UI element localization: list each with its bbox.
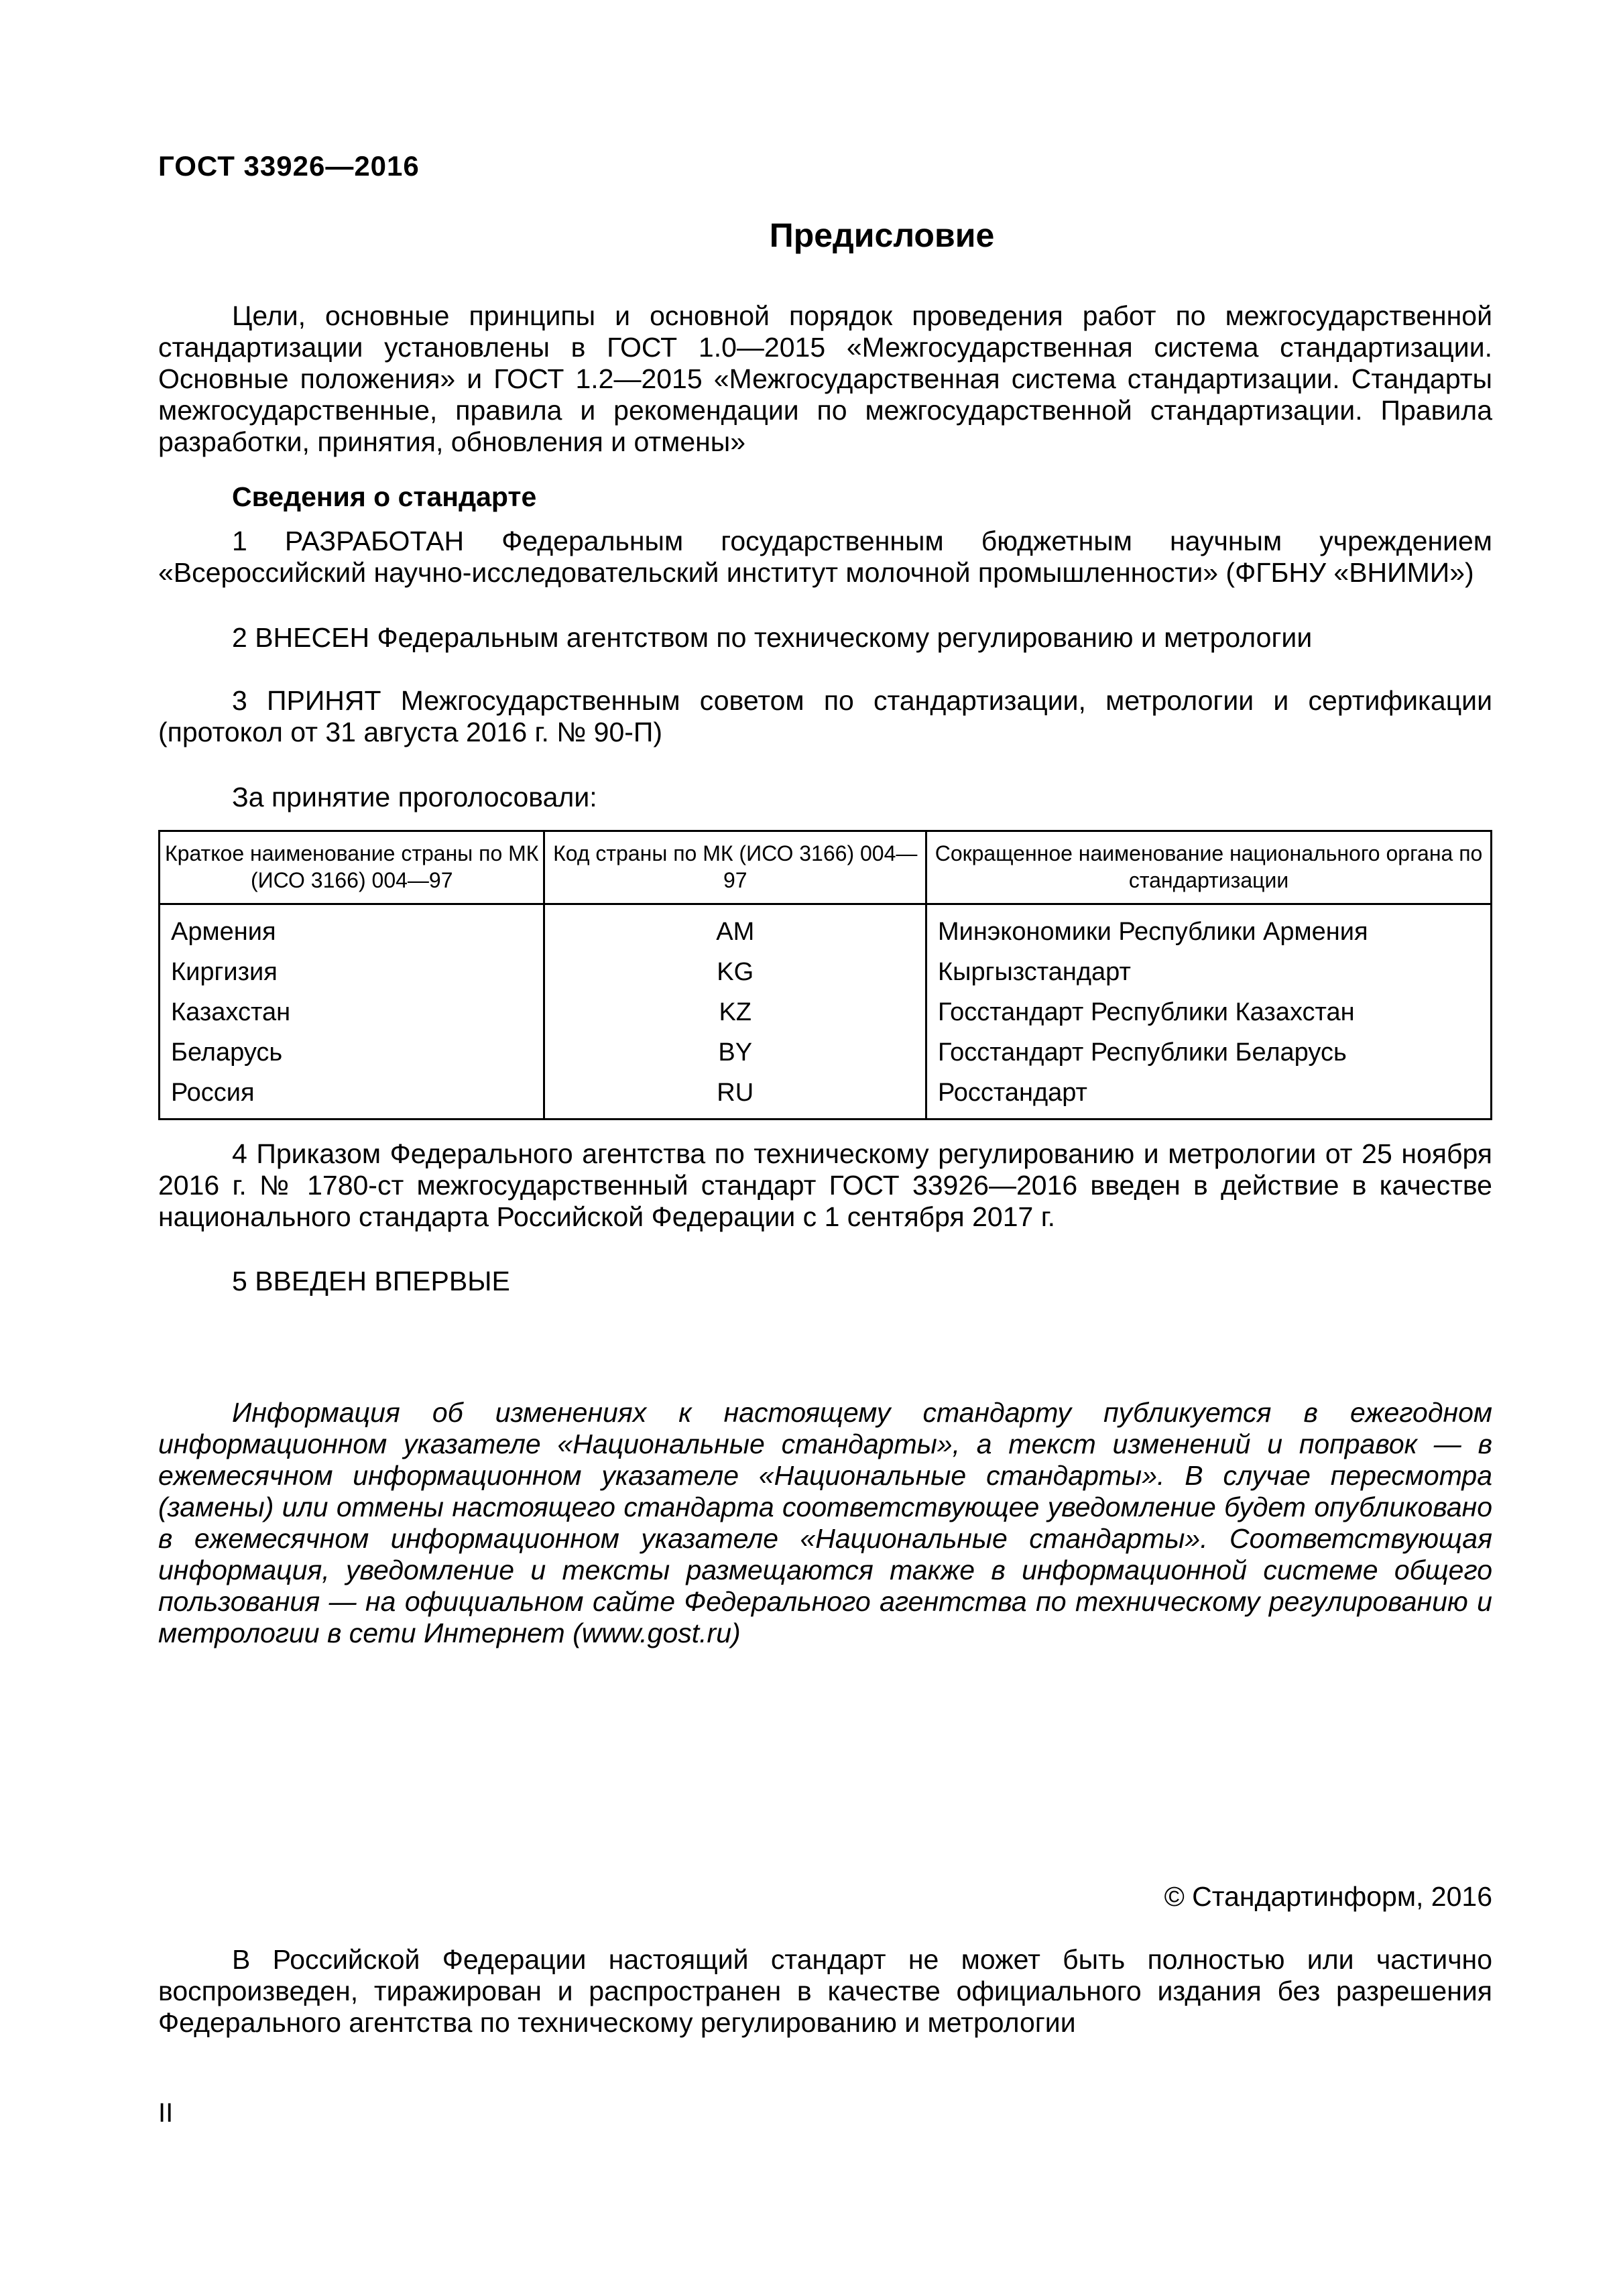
header-country: Краткое наименование страны по МК (ИСО 3166) 004—97	[160, 831, 544, 904]
item-3-paragraph: 3 ПРИНЯТ Межгосударственным советом по стандартизации, метрологии и сертификации (протокол от 31 августа 2016 г. № 90-П)	[158, 685, 1492, 747]
voting-table	[158, 830, 1492, 1120]
code-cell: RU	[544, 1073, 926, 1120]
body-cell: Госстандарт Республики Казахстан	[926, 992, 1492, 1032]
table-row	[160, 904, 1492, 953]
body-cell: Кыргызстандарт	[926, 952, 1492, 992]
copyright-line: © Стандартинформ, 2016	[1164, 1881, 1492, 1912]
code-cell: AM	[544, 904, 926, 953]
intro-paragraph: Цели, основные принципы и основной порядок проведения работ по межгосударственной стандартизации установлены в ГОСТ 1.0—2015 «Межгосударственная система стандартизации. Основные положения» и ГОСТ 1.2—2015 «Межгосударственная система стандартизации. Стандарты межгосударственные, правила и рекомендации по межгосударственной стандартизации. Правила разработки, принятия, обновления и отмены»	[158, 300, 1492, 457]
body-cell: Госстандарт Республики Беларусь	[926, 1032, 1492, 1073]
item-2-paragraph: 2 ВНЕСЕН Федеральным агентством по техническому регулированию и метрологии	[232, 622, 1313, 653]
page-number: II	[158, 2098, 174, 2128]
table-row	[160, 952, 1492, 992]
header-body: Сокращенное наименование национального органа по стандартизации	[926, 831, 1492, 904]
table-row	[160, 1032, 1492, 1073]
body-cell: Минэкономики Республики Армения	[926, 904, 1492, 953]
document-code: ГОСТ 33926—2016	[158, 150, 420, 182]
code-cell: KG	[544, 952, 926, 992]
reproduction-paragraph: В Российской Федерации настоящий стандарт не может быть полностью или частично воспроизведен, тиражирован и распространен в качестве официального издания без разрешения Федерального агентства по техническому регулированию и метрологии	[158, 1944, 1492, 2038]
country-cell: Армения	[160, 904, 544, 953]
voted-label: За принятие проголосовали:	[232, 782, 597, 812]
country-cell: Киргизия	[160, 952, 544, 992]
country-cell: Беларусь	[160, 1032, 544, 1073]
table-header-row	[160, 831, 1492, 904]
body-cell: Росстандарт	[926, 1073, 1492, 1120]
table-row	[160, 1073, 1492, 1120]
code-cell: BY	[544, 1032, 926, 1073]
country-cell: Россия	[160, 1073, 544, 1120]
item-1-paragraph: 1 РАЗРАБОТАН Федеральным государственным бюджетным научным учреждением «Всероссийский научно-исследовательский институт молочной промышленности» (ФГБНУ «ВНИМИ»)	[158, 526, 1492, 588]
item-5-paragraph: 5 ВВЕДЕН ВПЕРВЫЕ	[232, 1266, 510, 1296]
notice-paragraph: Информация об изменениях к настоящему стандарту публикуется в ежегодном информационном указателе «Национальные стандарты», а текст изменений и поправок — в ежемесячном информационном указателе «Национальные стандарты». В случае пересмотра (замены) или отмены настоящего стандарта соответствующее уведомление будет опубликовано в ежемесячном информационном указателе «Национальные стандарты». Соответствующая информация, уведомление и тексты размещаются также в информационной системе общего пользования — на официальном сайте Федерального агентства по техническому регулированию и метрологии в сети Интернет (www.gost.ru)	[158, 1397, 1492, 1648]
header-code: Код страны по МК (ИСО 3166) 004—97	[544, 831, 926, 904]
info-heading: Сведения о стандарте	[232, 481, 537, 512]
table-row	[160, 992, 1492, 1032]
page-title: Предисловие	[769, 217, 995, 254]
country-cell: Казахстан	[160, 992, 544, 1032]
item-4-paragraph: 4 Приказом Федерального агентства по техническому регулированию и метрологии от 25 ноября 2016 г. № 1780-ст межгосударственный стандарт ГОСТ 33926—2016 введен в действие в качестве национального стандарта Российской Федерации с 1 сентября 2017 г.	[158, 1138, 1492, 1232]
code-cell: KZ	[544, 992, 926, 1032]
